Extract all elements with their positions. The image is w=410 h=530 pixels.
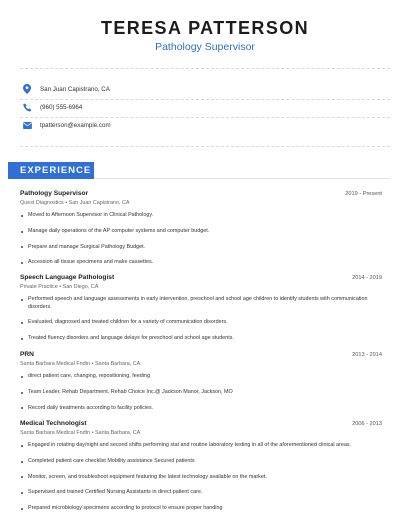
job-bullet: Evaluated, diagnosed and treated children for a variety of communication disorders. xyxy=(20,319,382,327)
job-date: 2014 - 2019 xyxy=(352,275,382,281)
job-bullet: Prepared microbiology specimens according to protocol to ensure proper handing xyxy=(20,505,382,513)
job-entry xyxy=(20,190,382,275)
contact-divider xyxy=(20,146,390,147)
job-bullet: Engaged in rotating day/night and second shifts performing stat and routine laboratory testing in all of the aforementioned clinical areas. xyxy=(20,442,382,450)
job-company: Private Practice • San Diego, CA xyxy=(20,284,99,290)
job-date: 2013 - 2014 xyxy=(352,352,382,358)
job-entry xyxy=(20,351,382,420)
job-bullet: Supervised and trained Certified Nursing Assistants in direct patient care. xyxy=(20,489,382,497)
phone-icon xyxy=(22,102,32,112)
candidate-name: TERESA PATTERSON xyxy=(100,18,310,38)
job-company: Quest Diagnostics • San Juan Capistrano, CA xyxy=(20,200,130,206)
contact-email-text: tpatterson@example.com xyxy=(40,121,111,129)
experience-section-header: EXPERIENCE xyxy=(8,162,94,179)
job-bullet: Performed speech and language assessments in early intervention, preschool and school age children to identify students with communication disorders. xyxy=(20,296,382,311)
contact-location-text: San Juan Capistrano, CA xyxy=(40,85,110,93)
job-company: Santa Barbara Medical Fndtn • Santa Barbara, CA xyxy=(20,430,141,436)
job-bullet: Treated fluency disorders and language delays for preschool and school age students. xyxy=(20,335,382,343)
job-bullet: Manage daily operations of the AP computer systems and computer budget. xyxy=(20,228,382,236)
job-bullet: Team Leader, Rehab Department, Rehab Choice Inc.@ Jackson Manor, Jackson, MO xyxy=(20,389,382,397)
contact-phone xyxy=(22,100,382,114)
job-company: Santa Barbara Medical Fndtn • Santa Barbara, CA xyxy=(20,361,141,367)
job-bullet: direct patient care, changing, repositioning, feeding xyxy=(20,373,382,381)
job-bullet: Record daily treatments according to facility policies. xyxy=(20,405,382,413)
contact-location xyxy=(22,82,382,96)
contact-email xyxy=(22,118,382,132)
job-date: 2006 - 2013 xyxy=(352,421,382,427)
job-title: Speech Language Pathologist xyxy=(20,274,115,281)
contact-phone-text: (960) 555-6964 xyxy=(40,103,83,111)
job-title: Medical Technologist xyxy=(20,420,87,427)
job-bullet: Accession all tissue specimens and make cassettes. xyxy=(20,259,382,267)
job-entry xyxy=(20,274,382,351)
section-underline xyxy=(94,178,390,179)
job-bullet: Monitor, screen, and troubleshoot equipment featuring the latest technology available on the market. xyxy=(20,474,382,482)
job-bullet: Moved to Afternoon Supervisor in Clinical Pathology. xyxy=(20,212,382,220)
job-entry xyxy=(20,420,382,521)
job-title-heading: Pathology Supervisor xyxy=(155,41,255,53)
job-date: 2019 - Present xyxy=(345,191,382,197)
email-icon xyxy=(22,120,32,130)
location-pin-icon xyxy=(22,84,32,94)
job-title: PRN xyxy=(20,351,34,358)
job-title: Pathology Supervisor xyxy=(20,190,89,197)
job-bullet: Completed patient care checklist Mobility assistance Secured patients xyxy=(20,458,382,466)
header-divider xyxy=(20,68,390,69)
job-bullet: Prepare and manage Surgical Pathology Budget. xyxy=(20,244,382,252)
